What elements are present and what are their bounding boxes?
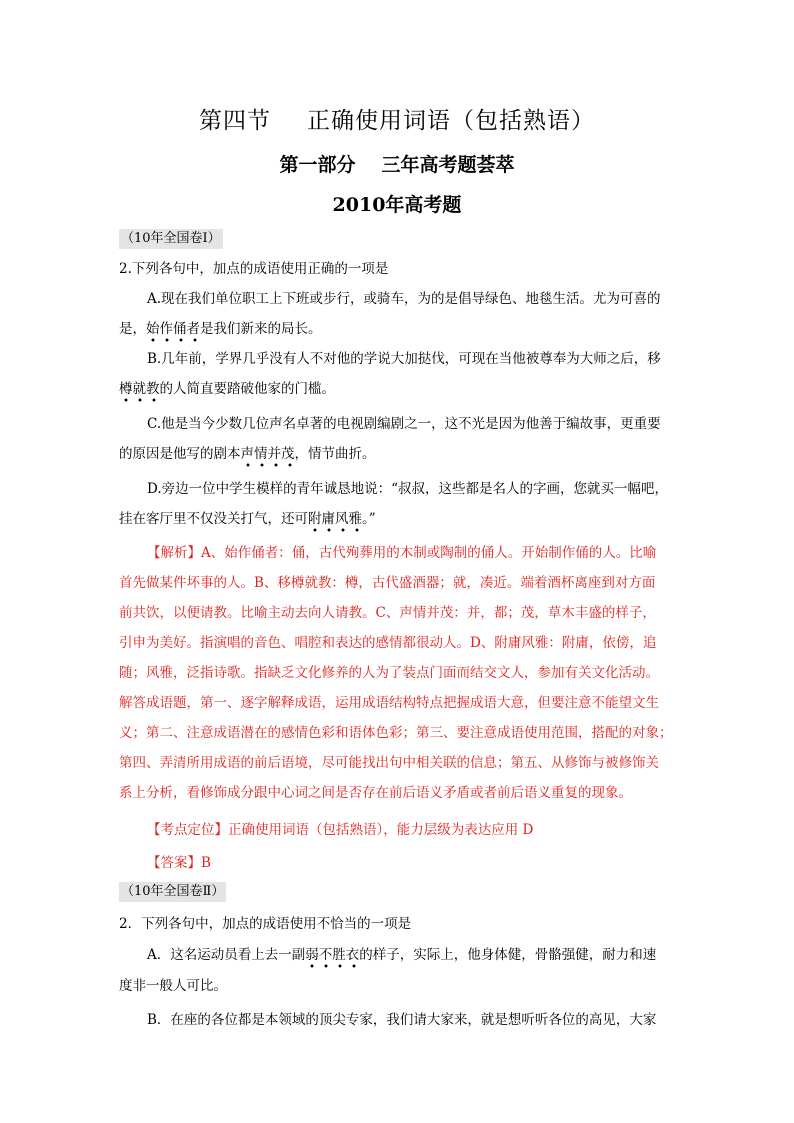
analysis-line: 随；风雅，泛指诗歌。指缺乏文化修养的人为了装点门面而结交文人，参加有关文化活动。 [119,665,659,681]
dotted-idiom: 始作俑者 [146,321,200,343]
analysis-line: 前共饮，以便请教。比喻主动去向人请教。C、声情并茂：并，都；茂，草木丰盛的样子， [119,605,656,621]
dotted-idiom: 弱不胜衣 [305,947,359,969]
analysis-line: 义；第二、注意成语潜在的感情色彩和语体色彩；第三、要注意成语使用范围，搭配的对象； [119,725,673,741]
option-a-line1: A.现在我们单位职工上下班或步行，或骑车，为的是倡导绿色、地毯生活。尤为可喜的 [147,291,661,307]
question-stem: 2.下列各句中，加点的成语使用正确的一项是 [119,261,389,277]
answer-line: 【答案】B [147,855,211,871]
part-title: 第一部分 三年高考题荟萃 [279,154,515,176]
kaodian-line: 【考点定位】正确使用词语（包括熟语），能力层级为表达应用 D [147,822,534,838]
option-a-line2: 度非一般人可比。 [119,978,227,994]
option-c-line2: 的原因是他写的剧本声情并茂，情节曲折。 [119,444,376,464]
analysis-line: 首先做某件坏事的人。B、移樽就教：樽，古代盛酒器；就，凑近。端着酒杯离座到对方面 [119,575,656,591]
option-b-line2: 樽就教的人简直要踏破他家的门槛。 [119,379,335,399]
dotted-idiom: 声情并茂 [241,446,295,468]
year-title: 2010年高考题 [332,194,462,216]
dotted-idiom: 樽就教 [119,381,160,403]
analysis-line: 引申为美好。指演唱的音色、唱腔和表达的感情都很动人。D、附庸风雅：附庸，依傍，追 [119,635,657,651]
option-a-line2: 是，始作俑者是我们新来的局长。 [119,319,322,339]
analysis-line: 系上分析，看修饰成分跟中心词之间是否存在前后语义矛盾或者前后语义重复的现象。 [119,785,632,801]
option-d-line2: 挂在客厅里不仅没关打气，还可附庸风雅。” [119,509,376,529]
option-b-line1: B.几年前，学界几乎没有人不对他的学说大加挞伐，可现在当他被尊奉为大师之后，移 [147,351,661,367]
analysis-line: 解答成语题，第一、逐字解释成语，运用成语结构特点把握成语大意，但要注意不能望文生 [119,695,659,711]
source-tag: （10年全国卷Ⅰ） [119,229,223,249]
analysis-line: 【解析】A、始作俑者：俑，古代殉葬用的木制或陶制的俑人。开始制作俑的人。比喻 [147,545,657,561]
option-b-line1: B．在座的各位都是本领域的顶尖专家，我们请大家来，就是想听听各位的高见，大家 [147,1012,657,1028]
section-title: 第四节 正确使用词语（包括熟语） [199,108,595,134]
source-tag: （10年全国卷Ⅱ） [119,882,226,902]
question-stem: 2．下列各句中，加点的成语使用不恰当的一项是 [119,916,412,932]
analysis-line: 第四、弄清所用成语的前后语境，尽可能找出句中相关联的信息；第五、从修饰与被修饰关 [119,755,659,771]
option-a-line1: A．这名运动员看上去一副弱不胜衣的样子，实际上，他身体健，骨骼强健，耐力和速 [147,945,656,965]
option-c-line1: C.他是当今少数几位声名卓著的电视剧编剧之一，这不光是因为他善于编故事，更重要 [147,416,661,432]
option-d-line1: D.旁边一位中学生模样的青年诚恳地说：“叔叔，这些都是名人的字画，您就买一幅吧， [147,481,669,497]
dotted-idiom: 附庸风雅 [308,511,362,533]
